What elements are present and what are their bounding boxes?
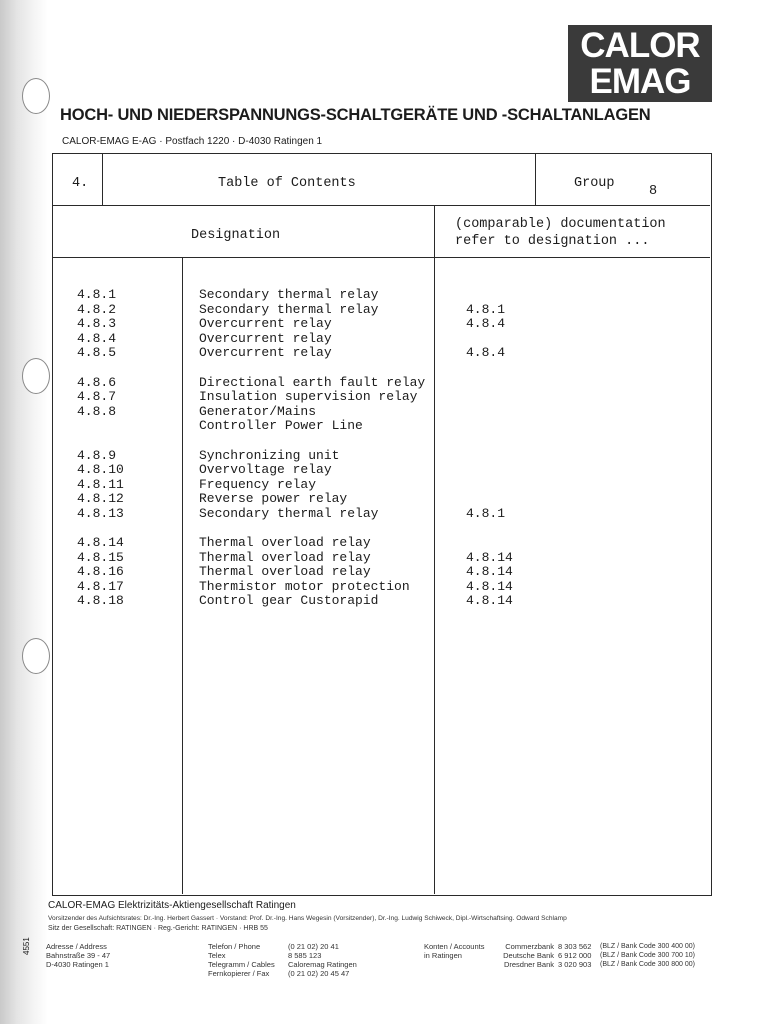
entry-number: 4.8.4 [77,330,117,346]
address-block [46,942,110,969]
board-line: Vorsitzender des Aufsichtsrates: Dr.-Ing. Herbert Gassert · Vorstand: Prof. Dr.-Ing. Hans Wegesin (Vorsitzender), Dr.-Ing. Ludwig Schiweck, Dipl.-Wirtschaftsing. Odward Schlamp [48,915,567,922]
entry-gap [466,434,513,449]
fax-label: Fernkopierer / Fax [208,969,270,978]
bank-codes [600,942,695,969]
form-number: 4551 [22,937,31,955]
entry-designation: Secondary thermal relay [199,301,379,317]
entry-reference: 4.8.14 [466,564,513,580]
entry-number: 4.8.13 [77,505,124,521]
rule [52,205,710,206]
entry-number: 4.8.5 [77,345,117,361]
bank-names [496,942,554,969]
bank-name: Commerzbank [505,942,554,951]
group-value: 8 [649,184,658,199]
punch-hole [22,358,50,394]
entry-designation: Thermal overload relay [199,564,371,580]
entry-designation: Insulation supervision relay [199,389,418,405]
accounts-label [424,942,484,960]
entry-gap [466,522,513,537]
telex-label: Telex [208,951,226,960]
entry-number: 4.8.3 [77,316,117,332]
table-title: Table of Contents [218,176,356,191]
cables-value: Caloremag Ratingen [288,960,357,969]
contact-labels [208,942,275,978]
entry-number: 4.8.1 [77,287,117,302]
entry-reference [466,492,513,507]
entry-reference: 4.8.4 [466,345,506,361]
rule [182,257,183,894]
entry-references [466,288,513,609]
entry-number: 4.8.18 [77,593,124,609]
entry-reference: 4.8.1 [466,505,506,521]
binder-edge [0,0,48,1024]
bank-number: 8 303 562 [558,942,592,951]
entry-number: 4.8.12 [77,491,124,507]
accounts-label-2: in Ratingen [424,951,462,960]
designation-header: Designation [191,228,281,243]
entry-reference [466,449,513,464]
entry-designation: Secondary thermal relay [199,505,379,521]
rule [434,205,435,894]
entry-number: 4.8.9 [77,447,117,463]
group-label: Group [574,176,615,191]
entry-reference: 4.8.14 [466,593,513,609]
company-name: CALOR-EMAG Elektrizitäts-Aktiengesellschaft Ratingen [48,900,296,911]
entry-reference [466,463,513,478]
entry-reference: 4.8.14 [466,578,513,594]
entry-designation: Control gear Custorapid [199,593,379,609]
seat-line: Sitz der Gesellschaft: RATINGEN · Reg.-Gericht: RATINGEN · HRB 55 [48,925,268,932]
entry-number: 4.8.2 [77,301,117,317]
entry-reference [466,288,513,303]
logo-line-1: CALOR [580,25,700,65]
bank-name: Dresdner Bank [503,960,554,969]
entry-reference [466,478,513,493]
contact-values [288,942,357,978]
sender-line: CALOR-EMAG E-AG · Postfach 1220 · D-4030 Ratingen 1 [62,136,323,147]
entry-number: 4.8.14 [77,535,124,551]
accounts-label-1: Konten / Accounts [424,942,485,951]
entry-reference: 4.8.1 [466,301,506,317]
entry-designation: Thermistor motor protection [199,578,410,594]
phone-label: Telefon / Phone [208,942,261,951]
entry-gap [199,434,425,449]
entry-designation: Generator/Mains [199,403,317,419]
documentation-header: (comparable) documentation [455,217,666,232]
section-number: 4. [72,176,89,191]
bank-code: (BLZ / Bank Code 300 700 10) [600,952,695,959]
bank-code: (BLZ / Bank Code 300 800 00) [600,961,695,968]
entry-designation: Frequency relay [199,476,317,492]
entry-numbers [77,288,124,609]
bank-numbers [558,942,591,969]
entry-number: 4.8.7 [77,389,117,405]
entry-reference [466,332,513,347]
entry-number: 4.8.15 [77,549,124,565]
address-city: D-4030 Ratingen 1 [46,960,109,969]
bank-number: 6 912 000 [558,951,592,960]
entry-designation: Directional earth fault relay [199,374,426,390]
bank-name: Deutsche Bank [503,951,554,960]
cables-label: Telegramm / Cables [208,960,275,969]
entry-designation: Overvoltage relay [199,462,332,478]
entry-gap [77,434,124,449]
entry-gap [466,361,513,376]
rule [52,257,710,258]
punch-hole [22,78,50,114]
entry-designation: Thermal overload relay [199,549,371,565]
entry-reference [466,419,513,434]
entry-gap [77,361,124,376]
entry-reference [466,390,513,405]
bank-code: (BLZ / Bank Code 300 400 00) [600,943,695,950]
address-street: Bahnstraße 39 - 47 [46,951,111,960]
entry-reference [466,536,513,551]
entry-designation: Overcurrent relay [199,316,332,332]
entry-designation: Reverse power relay [199,491,348,507]
entry-number: 4.8.6 [77,374,117,390]
entry-gap [77,522,124,537]
entry-number: 4.8.8 [77,403,117,419]
entry-number [77,419,124,434]
letterhead-title: HOCH- UND NIEDERSPANNUNGS-SCHALTGERÄTE UND -SCHALTANLAGEN [60,106,651,124]
bank-number: 3 020 903 [558,960,592,969]
phone-value: (0 21 02) 20 41 [288,942,339,951]
entry-designation: Thermal overload relay [199,535,371,551]
punch-hole [22,638,50,674]
entry-number: 4.8.11 [77,476,124,492]
entry-designation: Overcurrent relay [199,330,332,346]
entry-reference [466,376,513,391]
entry-number: 4.8.16 [77,564,124,580]
rule [102,153,103,205]
entry-designation: Synchronizing unit [199,447,340,463]
entry-reference: 4.8.4 [466,316,506,332]
entry-number: 4.8.17 [77,578,124,594]
entry-reference: 4.8.14 [466,549,513,565]
company-logo [568,25,712,102]
documentation-subheader: refer to designation ... [455,234,650,249]
logo-line-2: EMAG [589,61,691,101]
entry-designation: Secondary thermal relay [199,287,379,302]
entry-gap [199,522,425,537]
fax-value: (0 21 02) 20 45 47 [288,969,350,978]
entry-reference [466,405,513,420]
entry-number: 4.8.10 [77,462,124,478]
entry-designation: Controller Power Line [199,418,363,434]
rule [535,153,536,205]
entry-designations [199,288,425,609]
entry-designation: Overcurrent relay [199,345,332,361]
address-label: Adresse / Address [46,942,107,951]
telex-value: 8 585 123 [288,951,322,960]
entry-gap [199,361,425,376]
